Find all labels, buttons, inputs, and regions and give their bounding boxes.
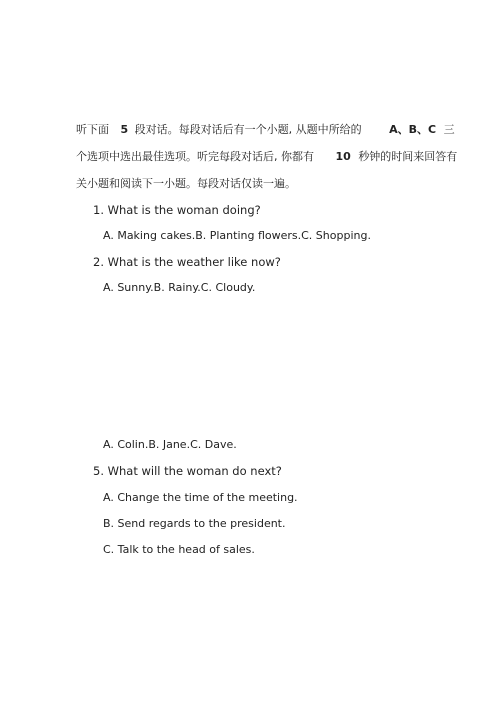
instruction-text: 听下面 [76,123,109,136]
instruction-text: 段对话。每段对话后有一个小题, 从题中所给的 [134,123,362,136]
question-5-option-b: B. Send regards to the president. [103,517,286,530]
instruction-choices: A、B、C [389,123,437,136]
question-2: 2. What is the weather like now? [93,255,281,269]
question-5-option-a: A. Change the time of the meeting. [103,491,298,504]
question-5-option-c: C. Talk to the head of sales. [103,543,255,556]
instruction-line-1 [76,123,455,137]
instruction-text: 个选项中选出最佳选项。听完每段对话后, 你都有 [76,150,314,163]
question-4-options: A. Colin.B. Jane.C. Dave. [103,438,237,451]
question-1: 1. What is the woman doing? [93,203,261,217]
instruction-line-2 [76,150,457,164]
instruction-text: 秒钟的时间来回答有 [358,150,458,163]
instruction-count: 5 [120,123,129,136]
instruction-line-3 [76,177,296,191]
question-5: 5. What will the woman do next? [93,464,282,478]
instruction-seconds: 10 [335,150,351,163]
instruction-text: 关小题和阅读下一小题。每段对话仅读一遍。 [76,177,296,190]
question-1-options: A. Making cakes.B. Planting flowers.C. Shopping. [103,229,371,242]
instruction-text: 三 [443,123,455,136]
question-2-options: A. Sunny.B. Rainy.C. Cloudy. [103,281,256,294]
